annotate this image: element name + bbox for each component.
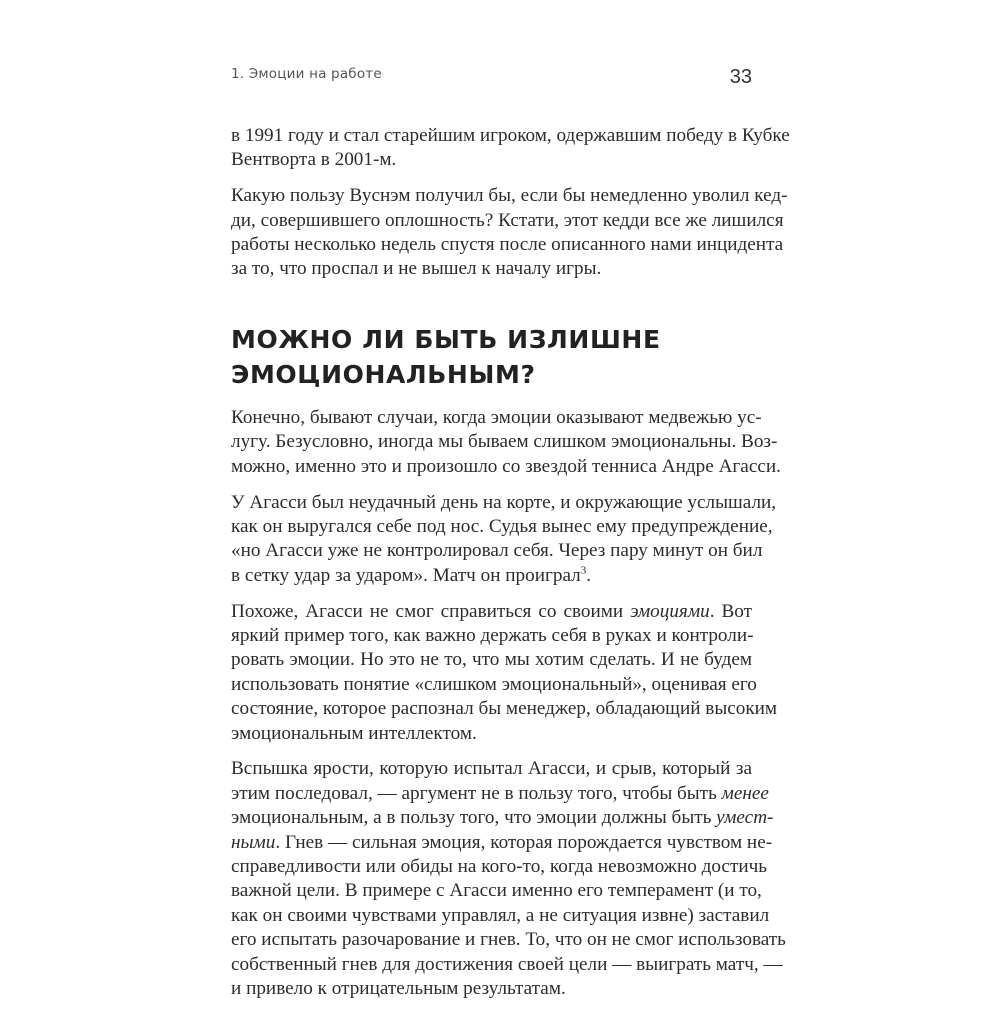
text-line <box>231 515 773 539</box>
heading-line: ЭМОЦИОНАЛЬНЫМ? <box>231 359 536 389</box>
text-line <box>231 782 769 806</box>
text: У Агасси был неудачный день на корте, и окружающие услышали, <box>231 491 777 513</box>
text-line <box>231 648 752 672</box>
text-line <box>231 904 770 928</box>
page-body <box>231 124 790 1013</box>
text: Вентворта в 2001-м. <box>231 149 397 171</box>
italic-text: ными <box>231 831 276 853</box>
text: «но Агасси уже не контролировал себя. Через пару минут он бил <box>231 540 763 562</box>
text: за то, что проспал и не вышел к началу игры. <box>231 258 602 280</box>
text-line <box>231 806 774 830</box>
text-line <box>231 977 752 1001</box>
paragraph <box>231 406 781 479</box>
text: . Вот <box>709 600 752 622</box>
text: можно, именно это и произошло со звездой тенниса Андре Агасси. <box>231 455 781 477</box>
text: собственный гнев для достижения своей цели — выиграть матч, — <box>231 953 783 975</box>
text-line <box>231 953 783 977</box>
text: Вспышка ярости, которую испытал Агасси, и срыв, который за <box>231 758 752 780</box>
italic-text: эмоциями <box>630 600 710 622</box>
text-line <box>231 855 768 879</box>
text-line <box>231 209 784 233</box>
text-line <box>231 879 762 903</box>
paragraph <box>231 757 786 1001</box>
section-heading <box>231 322 752 392</box>
text: Какую пользу Вуснэм получил бы, если бы немедленно уволил кед- <box>231 185 788 207</box>
text-line <box>231 257 752 281</box>
text: эмоциональным интеллектом. <box>231 722 477 744</box>
text: его испытать разочарование и гнев. То, что он не смог использовать <box>231 929 786 951</box>
text-line <box>231 406 762 430</box>
text: в 1991 году и стал старейшим игроком, одержавшим победу в Кубке <box>231 125 790 146</box>
text-line <box>231 600 752 624</box>
text-line <box>231 831 773 855</box>
page-number: 33 <box>729 66 752 88</box>
paragraph <box>231 124 790 173</box>
text-line <box>231 233 784 257</box>
text: как он выругался себе под нос. Судья вынес ему предупреждение, <box>231 515 773 537</box>
footnote-ref: 3 <box>580 564 587 577</box>
text: . <box>586 564 592 586</box>
text: состояние, которое распознал бы менеджер, обладающий высоким <box>231 698 778 720</box>
italic-text: менее <box>721 782 769 804</box>
text-line <box>231 673 757 697</box>
text-line <box>231 124 790 148</box>
text: . Гнев — сильная эмоция, которая порождается чувством не- <box>275 831 773 853</box>
text-line <box>231 491 777 515</box>
text-line <box>231 455 781 479</box>
text-line <box>231 757 752 781</box>
running-head: 1. Эмоции на работе <box>231 66 382 82</box>
text: этим последовал, — аргумент не в пользу того, чтобы быть <box>231 782 722 804</box>
text-line <box>231 722 752 746</box>
text: эмоциональным, а в пользу того, что эмоции должны быть <box>231 807 717 829</box>
text-line <box>231 148 752 172</box>
paragraph <box>231 184 788 282</box>
text: лугу. Безусловно, иногда мы бываем слишком эмоциональны. Воз- <box>231 431 778 453</box>
text-line <box>231 928 786 952</box>
text-line <box>231 697 778 721</box>
text-line <box>231 624 752 648</box>
text: ди, совершившего оплошность? Кстати, этот кедди все же лишился <box>231 209 784 231</box>
text: в сетку удар за ударом». Матч он проиграл <box>231 564 581 586</box>
text: использовать понятие «слишком эмоциональный», оценивая его <box>231 673 757 695</box>
text: как он своими чувствами управлял, а не ситуация извне) заставил <box>231 904 770 926</box>
text: работы несколько недель спустя после описанного нами инцидента <box>231 234 784 256</box>
text: справедливости или обиды на кого-то, когда невозможно достичь <box>231 855 768 877</box>
text-line <box>231 430 778 454</box>
text: важной цели. В примере с Агасси именно его темперамент (и то, <box>231 880 762 902</box>
text-line <box>231 564 752 588</box>
text: Конечно, бывают случаи, когда эмоции оказывают медвежью ус- <box>231 406 762 428</box>
paragraph <box>231 491 777 589</box>
italic-text: умест- <box>716 807 774 829</box>
paragraph <box>231 600 778 746</box>
text: ровать эмоции. Но это не то, что мы хотим сделать. И не будем <box>231 649 752 671</box>
text: Похоже, Агасси не смог справиться со своими <box>231 600 631 622</box>
text: и привело к отрицательным результатам. <box>231 977 566 999</box>
heading-line: МОЖНО ЛИ БЫТЬ ИЗЛИШНЕ <box>231 324 661 354</box>
text-line <box>231 539 763 563</box>
text: яркий пример того, как важно держать себя в руках и контроли- <box>231 624 754 646</box>
text-line <box>231 184 788 208</box>
